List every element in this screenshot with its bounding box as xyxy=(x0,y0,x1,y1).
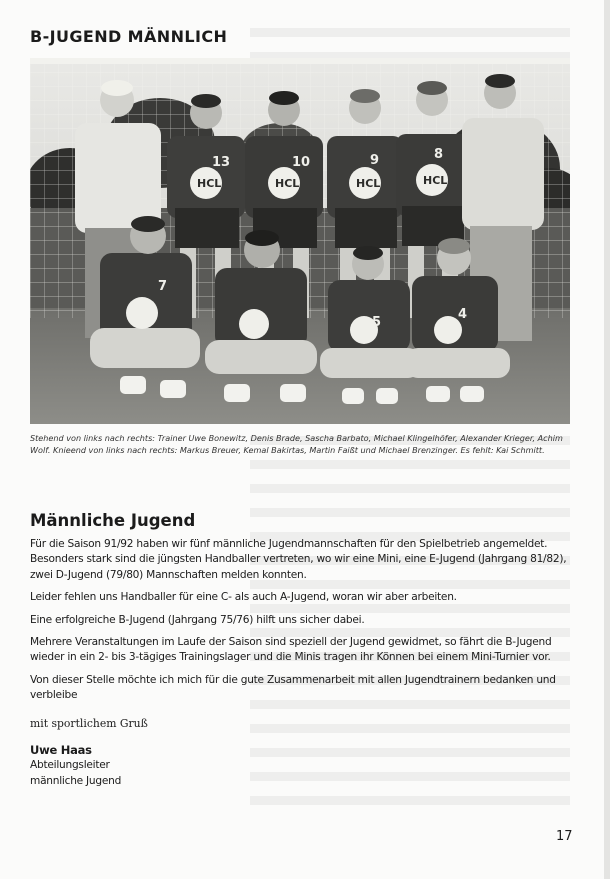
signature-role: Abteilungsleiter xyxy=(30,759,110,772)
jersey-number: 9 xyxy=(370,153,380,168)
jersey-number: 7 xyxy=(158,279,168,294)
signature-name: Uwe Haas xyxy=(30,743,92,758)
team-photo xyxy=(30,58,570,424)
article-paragraph: Mehrere Veranstaltungen im Laufe der Saison sind speziell der Jugend gewidmet, so fährt die B-Jugend wieder in ein 2- bis 3-tägiges Trainingslager und die Minis tragen ihr Können bei einem Mini-Turnier vor. xyxy=(30,636,552,664)
article-title: Männliche Jugend xyxy=(30,511,196,530)
article-paragraph: Für die Saison 91/92 haben wir fünf männliche Jugendmannschaften für den Spielbetrieb angemeldet. Besonders stark sind die jüngsten Handballer vertreten, wo wir eine Mini, eine E-Jugend (Jahrgang 81/82), zwei D-Jugend (79/80) Mannschaften melden konnten. xyxy=(30,538,567,581)
team-photo-illustration xyxy=(30,58,570,424)
closing-greeting: mit sportlichem Gruß xyxy=(30,716,148,730)
jersey-number: 10 xyxy=(292,155,311,170)
article-paragraph: Von dieser Stelle möchte ich mich für die gute Zusammenarbeit mit allen Jugendtrainern bedanken und verbleibe xyxy=(30,673,556,702)
page-heading: B-JUGEND MÄNNLICH xyxy=(30,27,228,46)
jersey-number: 4 xyxy=(458,307,468,322)
page-number: 17 xyxy=(556,829,573,844)
article-body xyxy=(30,537,575,789)
signature-role: männliche Jugend xyxy=(30,774,122,787)
jersey-number: 5 xyxy=(372,315,382,330)
jersey-logo: HCL xyxy=(423,174,448,187)
jersey-logo: HCL xyxy=(356,177,381,190)
article-paragraph: Leider fehlen uns Handballer für eine C- als auch A-Jugend, woran wir aber arbeiten. xyxy=(30,591,457,604)
signature-block xyxy=(30,743,575,789)
jersey-logo: HCL xyxy=(275,177,300,190)
page-edge xyxy=(604,0,610,879)
jersey-number: 8 xyxy=(434,147,444,162)
jersey-number: 13 xyxy=(212,155,231,170)
jersey-logo: HCL xyxy=(197,177,222,190)
photo-caption: Stehend von links nach rechts: Trainer Uwe Bonewitz, Denis Brade, Sascha Barbato, Michael Klingelhöfer, Alexander Krieger, Achim Wolf. Knieend von links nach rechts: Markus Breuer, Kemal Bakirtas, Martin Faißt und Michael Brenzinger. Es fehlt: Kai Schmitt. xyxy=(30,433,563,455)
article-paragraph: Eine erfolgreiche B-Jugend (Jahrgang 75/76) hilft uns sicher dabei. xyxy=(30,613,365,626)
